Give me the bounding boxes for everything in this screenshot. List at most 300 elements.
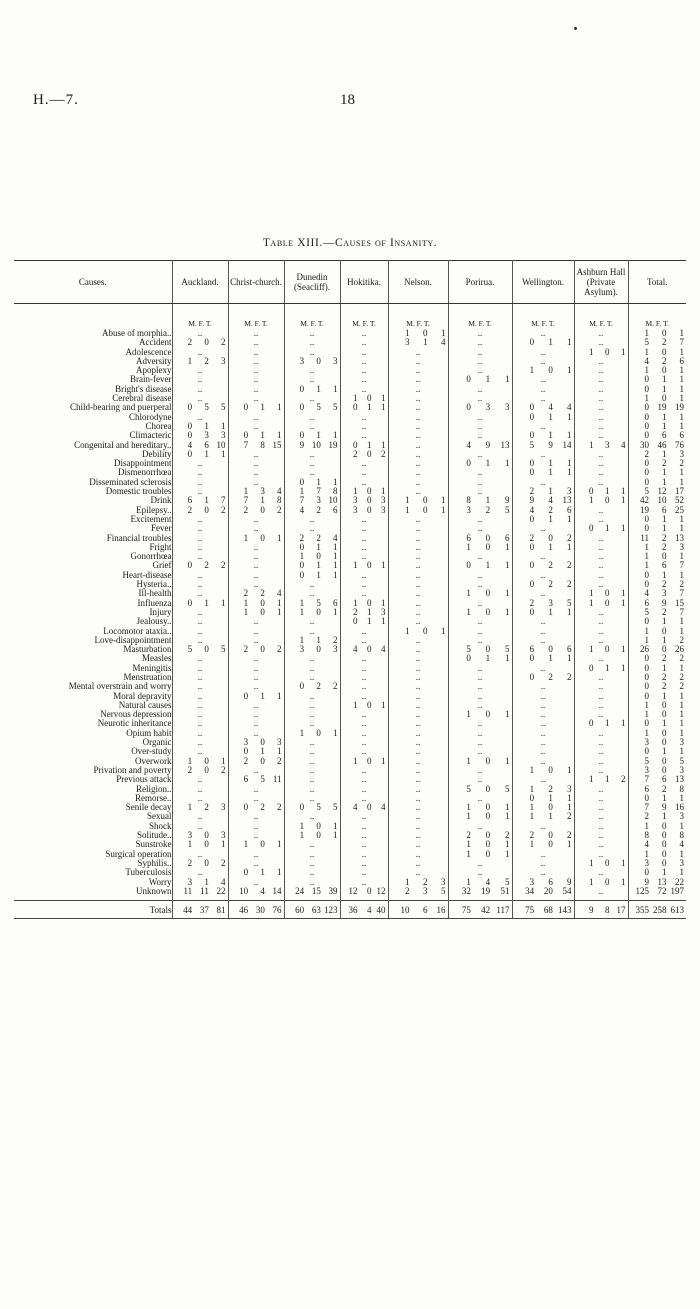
male-count: 0: [466, 561, 471, 571]
cell: ..: [172, 692, 228, 701]
cell: ..: [388, 794, 448, 803]
total-count: 13: [500, 440, 510, 450]
female-count: 0: [423, 505, 428, 515]
male-count: 0: [644, 868, 649, 878]
cell: [628, 775, 686, 784]
female-count: 1: [548, 412, 553, 422]
male-count: 1: [405, 626, 410, 636]
male-count: 1: [405, 877, 410, 887]
cause-name: Ill-health: [14, 589, 172, 598]
cell: [172, 878, 228, 887]
cell-values: [513, 840, 574, 849]
female-count: 10: [311, 440, 321, 450]
male-count: 2: [187, 505, 193, 515]
total-count: 1: [679, 366, 684, 376]
female-count: 1: [548, 468, 553, 478]
total-count: 5: [504, 645, 510, 655]
cell: [628, 431, 686, 440]
cell-values: [229, 868, 284, 877]
cell: ..: [388, 515, 448, 524]
cell: [628, 682, 686, 691]
table-row: [14, 441, 686, 450]
cell: [448, 543, 512, 552]
female-count: 1: [662, 449, 667, 459]
cell: ..: [340, 534, 388, 543]
cell-values: [285, 357, 340, 366]
cell-values: [575, 524, 628, 533]
cell-values: [449, 831, 512, 840]
cell: ..: [448, 394, 512, 403]
cell: [512, 803, 574, 812]
female-count: 1: [260, 747, 265, 757]
table-row: [14, 868, 686, 877]
total-count: 2: [277, 803, 282, 813]
male-count: 1: [466, 877, 471, 887]
cell-values: [341, 645, 388, 654]
cell: [512, 338, 574, 347]
male-count: 1: [243, 607, 249, 617]
total-count: 143: [558, 905, 572, 916]
cell: [574, 496, 628, 505]
total-count: 9: [504, 496, 510, 506]
cell: ..: [228, 450, 284, 459]
cell: [284, 822, 340, 831]
cell: [340, 701, 388, 710]
cell: ..: [574, 682, 628, 691]
total-count: 1: [381, 756, 386, 766]
total-count: 3: [567, 487, 572, 497]
total-count: 1: [504, 375, 510, 385]
cell-values: [285, 822, 340, 831]
cell: [340, 394, 388, 403]
total-count: 2: [679, 580, 684, 590]
cause-name: Nervous depression: [14, 710, 172, 719]
cause-name: Dismenorrhœa: [14, 468, 172, 477]
total-count: 19: [675, 403, 684, 413]
total-count: 1: [679, 375, 684, 385]
cell: ..: [388, 822, 448, 831]
female-count: 1: [548, 459, 553, 469]
cell: ..: [340, 357, 388, 366]
total-count: 76: [675, 440, 684, 450]
cell-values: [629, 478, 687, 487]
subheader-mft: M. F. T.: [512, 304, 574, 330]
cell: ..: [172, 515, 228, 524]
total-count: 2: [679, 654, 684, 664]
female-count: 46: [657, 440, 667, 450]
cell: ..: [512, 738, 574, 747]
total-count: 2: [221, 505, 226, 515]
male-count: 36: [348, 905, 358, 916]
cell-values: [629, 747, 687, 756]
causes-of-insanity-table: [14, 260, 686, 919]
cell: [228, 738, 284, 747]
total-count: 2: [679, 635, 684, 645]
cell-values: [629, 859, 687, 868]
female-count: 4: [548, 403, 553, 413]
female-count: 30: [255, 905, 265, 916]
female-count: 1: [605, 487, 610, 497]
female-count: 0: [367, 505, 372, 515]
cell: ..: [574, 738, 628, 747]
cell: [628, 868, 686, 877]
cell-values: [629, 682, 687, 691]
cell-values: [513, 645, 574, 654]
male-count: 0: [299, 570, 305, 580]
cell: [628, 589, 686, 598]
cell: ..: [340, 785, 388, 794]
cell: ..: [340, 719, 388, 728]
cell: ..: [340, 775, 388, 784]
cell-values: [389, 338, 448, 347]
male-count: 0: [299, 477, 305, 487]
male-count: 44: [183, 905, 193, 916]
total-count: 2: [333, 682, 338, 692]
cell: ..: [284, 450, 340, 459]
cell: [512, 878, 574, 887]
cell-values: [575, 348, 628, 357]
header-institution: Christ-church.: [228, 261, 284, 304]
male-count: 4: [466, 440, 471, 450]
female-count: 4: [260, 886, 265, 896]
cell: ..: [574, 431, 628, 440]
cell: ..: [574, 617, 628, 626]
cell: ..: [388, 599, 448, 608]
cell: ..: [574, 850, 628, 859]
total-count: 2: [567, 533, 572, 543]
total-count: 1: [679, 412, 684, 422]
cell: ..: [574, 654, 628, 663]
total-count: 22: [675, 877, 684, 887]
header-institution: Hokitika.: [340, 261, 388, 304]
cell: [628, 338, 686, 347]
cause-name: Measles: [14, 654, 172, 663]
male-count: 30: [640, 440, 649, 450]
cell-values: [341, 701, 388, 710]
cell: [628, 673, 686, 682]
total-count: 1: [504, 840, 510, 850]
total-count: 1: [333, 552, 338, 562]
total-count: 1: [679, 626, 684, 636]
total-count: 1: [679, 849, 684, 859]
cell: ..: [228, 329, 284, 338]
cell-values: [449, 654, 512, 663]
cell-values: [389, 887, 448, 896]
cell: ..: [284, 394, 340, 403]
cell: [284, 441, 340, 450]
cell: ..: [388, 580, 448, 589]
female-count: 0: [485, 756, 491, 766]
total-count: 1: [621, 598, 626, 608]
male-count: 0: [589, 524, 594, 534]
cell: ..: [512, 478, 574, 487]
cell: [628, 747, 686, 756]
female-count: 1: [423, 338, 428, 348]
cell-values: [629, 627, 687, 636]
female-count: 0: [605, 589, 610, 599]
female-count: 0: [485, 607, 491, 617]
header-causes: Causes.: [14, 261, 172, 304]
cell: [512, 673, 574, 682]
cell: ..: [448, 515, 512, 524]
cell: ..: [284, 859, 340, 868]
total-count: 8: [277, 496, 282, 506]
cell: ..: [172, 534, 228, 543]
male-count: 0: [589, 663, 594, 673]
cell-values: [341, 906, 388, 915]
total-count: 1: [277, 868, 282, 878]
female-count: 1: [548, 542, 553, 552]
cell: ..: [388, 840, 448, 849]
cause-name: Masturbation: [14, 645, 172, 654]
male-count: 1: [353, 756, 358, 766]
cell: ..: [448, 431, 512, 440]
cell-values: [229, 608, 284, 617]
total-count: 15: [675, 598, 684, 608]
cell: ..: [448, 329, 512, 338]
male-count: 2: [529, 533, 535, 543]
male-count: 0: [243, 403, 249, 413]
cell: ..: [172, 673, 228, 682]
female-count: 11: [200, 886, 209, 896]
cell: [628, 599, 686, 608]
cell-values: [629, 534, 687, 543]
total-count: 1: [679, 514, 684, 524]
total-count: 4: [381, 803, 386, 813]
cell: ..: [284, 701, 340, 710]
male-count: 1: [466, 803, 471, 813]
total-count: 7: [679, 589, 684, 599]
cell: ..: [284, 757, 340, 766]
total-count: 4: [679, 840, 684, 850]
total-count: 3: [381, 607, 386, 617]
cell: [512, 654, 574, 663]
total-count: 1: [381, 561, 386, 571]
table-row: [14, 617, 686, 626]
cell: [628, 654, 686, 663]
cell: ..: [448, 747, 512, 756]
female-count: 2: [204, 356, 209, 366]
female-count: 0: [316, 821, 321, 831]
male-count: 2: [299, 533, 305, 543]
total-count: 3: [381, 505, 386, 515]
table-row: [14, 506, 686, 515]
female-count: 1: [316, 431, 321, 441]
cell: [448, 840, 512, 849]
male-count: 3: [644, 858, 649, 868]
female-count: 2: [662, 580, 667, 590]
male-count: 0: [243, 691, 249, 701]
cell: ..: [172, 812, 228, 821]
cell: [448, 441, 512, 450]
cell-values: [341, 487, 388, 496]
cell: ..: [340, 413, 388, 422]
cell: ..: [512, 636, 574, 645]
female-count: 1: [662, 719, 667, 729]
total-count: 1: [504, 607, 510, 617]
male-count: 0: [644, 431, 649, 441]
male-count: 1: [299, 552, 305, 562]
cell-values: [629, 422, 687, 431]
female-count: 0: [485, 849, 491, 859]
table-row: [14, 840, 686, 849]
female-count: 0: [367, 598, 372, 608]
female-count: 2: [204, 803, 209, 813]
female-count: 0: [662, 347, 667, 357]
cell: [172, 803, 228, 812]
female-count: 258: [653, 905, 667, 916]
total-count: 39: [328, 886, 338, 896]
total-count: 117: [496, 905, 510, 916]
cell-values: [173, 599, 228, 608]
cell: ..: [228, 664, 284, 673]
cell-values: [513, 654, 574, 663]
cell: ..: [512, 859, 574, 868]
cell: ..: [448, 385, 512, 394]
cell-values: [629, 608, 687, 617]
header-institution: Ashburn Hall (Private Asylum).: [574, 261, 628, 304]
male-count: 2: [353, 607, 358, 617]
cell-values: [449, 850, 512, 859]
female-count: 0: [662, 728, 667, 738]
male-count: 2: [243, 505, 249, 515]
cell: [628, 645, 686, 654]
male-count: 60: [295, 905, 305, 916]
male-count: 1: [405, 505, 410, 515]
male-count: 0: [529, 403, 535, 413]
cell: ..: [284, 375, 340, 384]
total-count: 1: [504, 710, 510, 720]
female-count: 1: [662, 514, 667, 524]
cell-values: [173, 645, 228, 654]
cell: [628, 552, 686, 561]
cell: ..: [284, 468, 340, 477]
cell: ..: [512, 375, 574, 384]
male-count: 75: [525, 905, 535, 916]
male-count: 0: [187, 431, 193, 441]
cell: [628, 385, 686, 394]
cause-name: Disseminated sclerosis: [14, 478, 172, 487]
male-count: 1: [529, 366, 535, 376]
male-count: 19: [640, 505, 649, 515]
female-count: 0: [316, 728, 321, 738]
female-count: 2: [260, 589, 265, 599]
male-count: 0: [299, 561, 305, 571]
male-count: 3: [644, 765, 649, 775]
cell-values: [629, 617, 687, 626]
cell: [284, 608, 340, 617]
cause-name: Previous attack: [14, 775, 172, 784]
cell: [448, 803, 512, 812]
cell-values: [173, 840, 228, 849]
female-count: 1: [662, 468, 667, 478]
cell: ..: [574, 803, 628, 812]
male-count: 125: [635, 886, 649, 896]
cell-values: [629, 729, 687, 738]
page-speck: [574, 27, 577, 30]
total-count: 7: [679, 561, 684, 571]
total-count: 4: [277, 589, 282, 599]
female-count: 0: [367, 886, 372, 896]
cell-values: [341, 403, 388, 412]
cause-name: Overwork: [14, 757, 172, 766]
cell: ..: [388, 645, 448, 654]
cell: [340, 803, 388, 812]
total-count: 1: [679, 700, 684, 710]
table-row: [14, 729, 686, 738]
female-count: 13: [657, 877, 667, 887]
female-count: 3: [204, 431, 209, 441]
female-count: 1: [367, 617, 372, 627]
cause-name: Opium habit: [14, 729, 172, 738]
male-count: 0: [299, 803, 305, 813]
male-count: 2: [187, 765, 193, 775]
total-count: 1: [621, 645, 626, 655]
cause-name: Jealousy..: [14, 617, 172, 626]
total-count: 1: [621, 719, 626, 729]
cell: ..: [340, 459, 388, 468]
cell: ..: [340, 422, 388, 431]
cell-values: [629, 496, 687, 505]
cell: ..: [228, 413, 284, 422]
cell: ..: [512, 868, 574, 877]
cell: ..: [228, 580, 284, 589]
cause-name: Injury: [14, 608, 172, 617]
male-count: 32: [461, 886, 471, 896]
cell: ..: [340, 812, 388, 821]
total-count: 1: [679, 868, 684, 878]
cell-values: [513, 580, 574, 589]
female-count: 1: [548, 487, 553, 497]
cell: [228, 589, 284, 598]
cell: [512, 887, 574, 896]
male-count: 0: [299, 431, 305, 441]
cell: ..: [512, 329, 574, 338]
table-row: [14, 487, 686, 496]
male-count: 0: [644, 421, 649, 431]
male-count: 7: [644, 775, 649, 785]
total-count: 1: [679, 347, 684, 357]
total-count: 15: [272, 440, 282, 450]
cell: [512, 366, 574, 375]
cell: ..: [284, 413, 340, 422]
cell-values: [173, 757, 228, 766]
female-count: 0: [662, 329, 667, 338]
female-count: 1: [548, 793, 553, 803]
cell: [172, 831, 228, 840]
cell-values: [449, 803, 512, 812]
header-institution: Dunedin (Seacliff).: [284, 261, 340, 304]
total-count: 1: [567, 412, 572, 422]
totals-cell: [284, 901, 340, 919]
cell: ..: [388, 357, 448, 366]
table-row: [14, 580, 686, 589]
cell-values: [513, 766, 574, 775]
cell: [340, 645, 388, 654]
subheader-mft: M. F. T.: [645, 318, 669, 328]
cell-values: [449, 645, 512, 654]
female-count: 0: [367, 645, 372, 655]
total-count: 1: [441, 329, 446, 338]
female-count: 1: [662, 793, 667, 803]
cell-values: [229, 496, 284, 505]
cell: ..: [172, 747, 228, 756]
total-count: 7: [221, 496, 226, 506]
cell: ..: [228, 552, 284, 561]
total-count: 40: [376, 905, 386, 916]
female-count: 2: [260, 803, 265, 813]
male-count: 5: [187, 645, 193, 655]
